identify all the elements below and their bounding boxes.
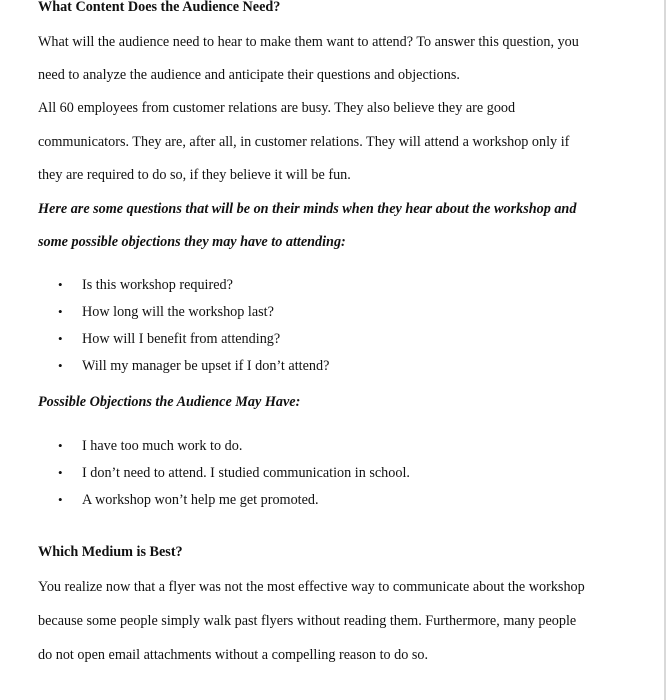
question-text: Will my manager be upset if I don’t attend?	[82, 358, 330, 374]
para1-line2: need to analyze the audience and anticipate their questions and objections.	[38, 67, 460, 83]
objection-item	[58, 437, 242, 455]
bullet-icon: •	[58, 331, 63, 346]
para3-line1: You realize now that a flyer was not the most effective way to communicate about the workshop	[38, 579, 585, 595]
para3-line2: because some people simply walk past flyers without reading them. Furthermore, many people	[38, 613, 577, 629]
heading-medium: Which Medium is Best?	[38, 544, 183, 560]
bullet-icon: •	[58, 277, 63, 292]
para1-line1: What will the audience need to hear to make them want to attend? To answer this question, you	[38, 34, 579, 50]
question-text: Is this workshop required?	[82, 277, 233, 293]
objection-text: I have too much work to do.	[82, 438, 243, 454]
objection-text: A workshop won’t help me get promoted.	[82, 492, 319, 508]
question-text: How will I benefit from attending?	[82, 331, 281, 347]
question-item	[58, 357, 329, 375]
bullet-icon: •	[58, 304, 63, 319]
bullet-icon: •	[58, 358, 63, 373]
para3-line3: do not open email attachments without a compelling reason to do so.	[38, 647, 429, 663]
question-item	[58, 276, 233, 294]
objection-item	[58, 491, 319, 509]
question-item	[58, 303, 274, 321]
objection-text: I don’t need to attend. I studied communication in school.	[82, 465, 410, 481]
questions-intro-line1: Here are some questions that will be on their minds when they hear about the workshop and	[38, 201, 577, 217]
bullet-icon: •	[58, 492, 63, 507]
question-text: How long will the workshop last?	[82, 304, 274, 320]
objection-item	[58, 464, 410, 482]
heading-objections: Possible Objections the Audience May Have:	[38, 394, 301, 410]
question-item	[58, 330, 280, 348]
para2-line3: they are required to do so, if they believe it will be fun.	[38, 167, 351, 183]
para2-line2: communicators. They are, after all, in customer relations. They will attend a workshop only if	[38, 134, 570, 150]
heading-audience-content: What Content Does the Audience Need?	[38, 0, 281, 15]
bullet-icon: •	[58, 465, 63, 480]
para2-line1: All 60 employees from customer relations are busy. They also believe they are good	[38, 100, 516, 116]
questions-intro-line2: some possible objections they may have to attending:	[38, 234, 346, 250]
bullet-icon: •	[58, 438, 63, 453]
